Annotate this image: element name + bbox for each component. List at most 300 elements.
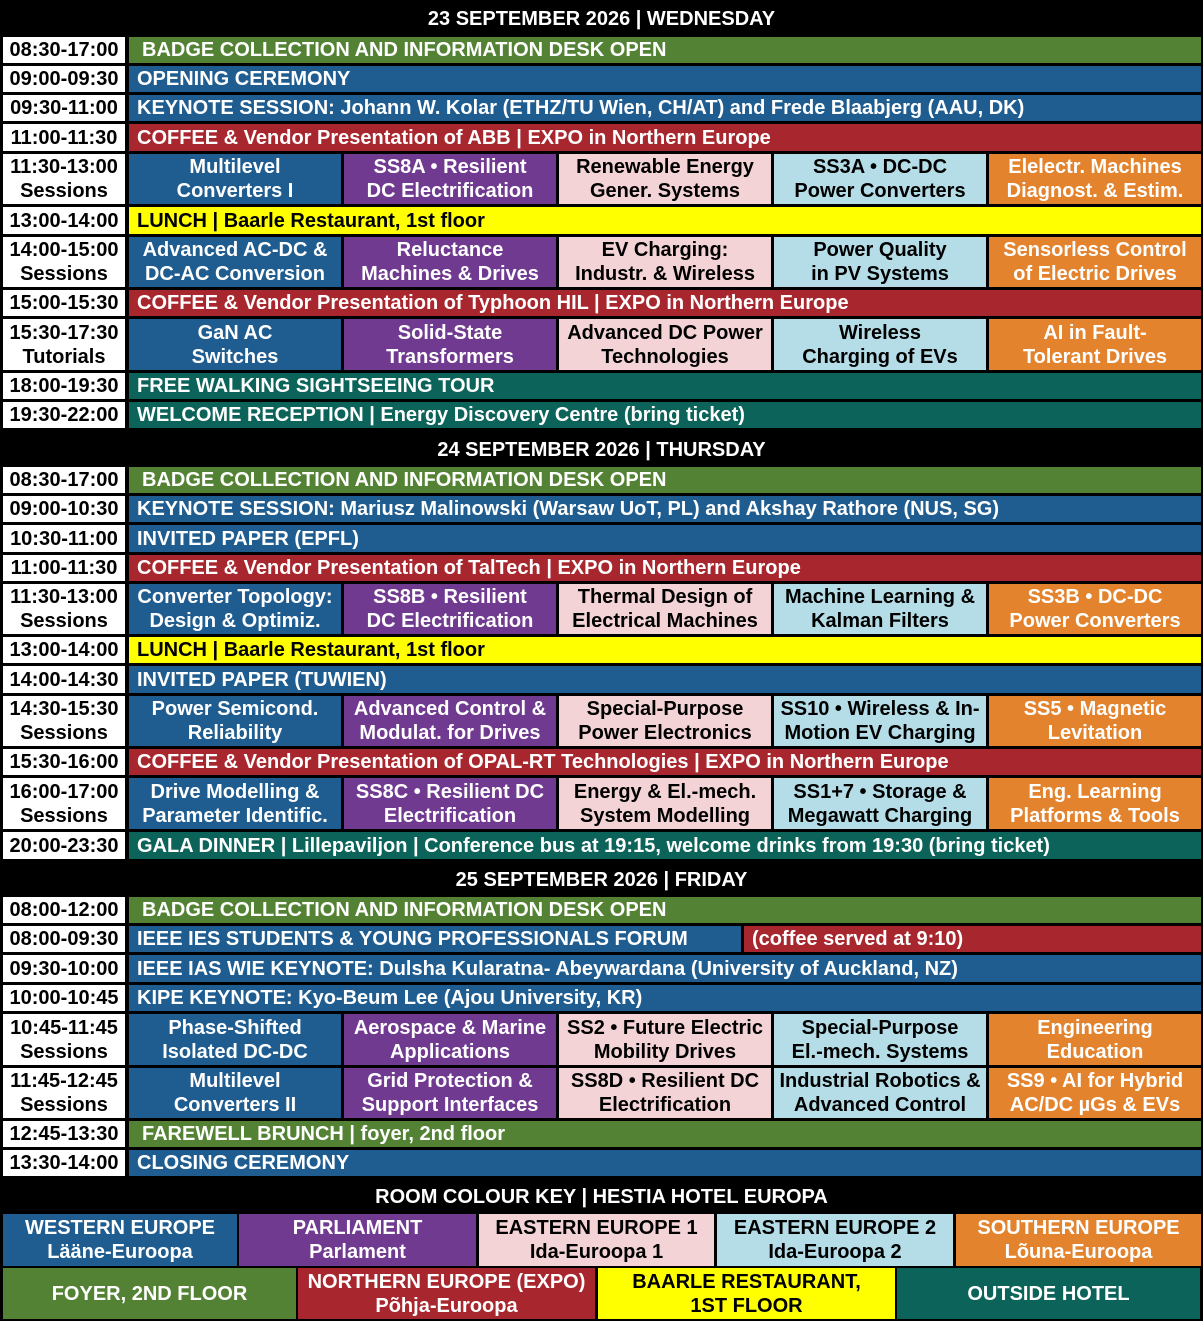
cell-text bbox=[152, 697, 319, 745]
cell-text bbox=[25, 1216, 215, 1264]
cell-text bbox=[567, 1016, 763, 1064]
cell-text bbox=[143, 238, 328, 286]
session-cell bbox=[989, 319, 1201, 370]
time-text: 13:00-14:00 bbox=[9, 639, 119, 661]
event-bar bbox=[129, 124, 1201, 151]
time-slot bbox=[3, 66, 125, 92]
event-text: (coffee served at 9:10) bbox=[752, 928, 964, 950]
time-text: 08:00-12:00 bbox=[9, 899, 119, 921]
time-slot bbox=[3, 467, 125, 493]
legend-item bbox=[479, 1214, 714, 1266]
cell-line-2: Machines & Drives bbox=[361, 263, 539, 285]
cell-text bbox=[162, 1016, 308, 1064]
time-text: 08:30-17:00 bbox=[9, 39, 119, 61]
cell-line-1: Special-Purpose bbox=[586, 698, 744, 720]
cell-line-1: EV Charging: bbox=[601, 239, 729, 261]
day-header-text: 23 SEPTEMBER 2026 | WEDNESDAY bbox=[427, 8, 776, 30]
time-text: 08:00-09:30 bbox=[9, 928, 119, 950]
event-text: BADGE COLLECTION AND INFORMATION DESK OPEN bbox=[142, 899, 667, 921]
cell-line-1: Machine Learning & bbox=[784, 586, 976, 608]
cell-line-2: 1ST FLOOR bbox=[690, 1294, 803, 1317]
cell-line-2: Transformers bbox=[386, 345, 514, 368]
time-text: 13:30-14:00 bbox=[9, 1152, 119, 1174]
legend-item bbox=[717, 1214, 953, 1266]
cell-line-1: Drive Modelling & bbox=[150, 780, 320, 803]
cell-line-2: Megawatt Charging bbox=[787, 804, 973, 827]
session-cell bbox=[129, 1068, 341, 1118]
time-slot bbox=[3, 778, 125, 829]
time-slot bbox=[3, 373, 125, 399]
event-bar bbox=[744, 926, 1201, 952]
cell-line-1: SS8A • Resilient bbox=[373, 156, 527, 178]
cell-line-1: Eng. Learning bbox=[1028, 780, 1162, 803]
time-text: 10:00-10:45 bbox=[9, 987, 119, 1009]
session-cell bbox=[989, 1068, 1201, 1118]
cell-line-2: Mobility Drives bbox=[593, 1040, 737, 1063]
time-slot bbox=[3, 496, 125, 522]
session-cell bbox=[559, 1068, 771, 1118]
session-cell bbox=[559, 696, 771, 746]
time-slot bbox=[3, 1150, 125, 1176]
cell-line-1: Elelectr. Machines bbox=[1008, 156, 1182, 178]
event-bar bbox=[129, 207, 1201, 234]
cell-text bbox=[575, 238, 755, 286]
event-bar bbox=[129, 666, 1201, 693]
event-text: FAREWELL BRUNCH | foyer, 2nd floor bbox=[142, 1123, 506, 1145]
cell-line-1: Wireless bbox=[838, 321, 922, 344]
event-text: KIPE KEYNOTE: Kyo-Beum Lee (Ajou University, KR) bbox=[137, 987, 643, 1009]
cell-line-2: Sessions bbox=[20, 610, 108, 632]
cell-line-1: Advanced Control & bbox=[353, 698, 547, 720]
time-slot bbox=[3, 1014, 125, 1065]
time-text: 08:30-17:00 bbox=[9, 469, 119, 491]
cell-line-1: GaN AC bbox=[197, 321, 273, 344]
event-text: BADGE COLLECTION AND INFORMATION DESK OPEN bbox=[142, 469, 667, 491]
cell-line-2: Power Converters bbox=[794, 180, 966, 202]
cell-text bbox=[574, 780, 756, 828]
cell-line-2: Converters II bbox=[173, 1094, 297, 1116]
session-cell bbox=[129, 778, 341, 829]
cell-text bbox=[293, 1216, 423, 1264]
cell-line-1: 14:30-15:30 bbox=[9, 698, 119, 720]
event-text: FREE WALKING SIGHTSEEING TOUR bbox=[137, 375, 495, 397]
time-slot bbox=[3, 1121, 125, 1147]
cell-line-2: Design & Optimiz. bbox=[149, 610, 321, 632]
cell-line-2: Technologies bbox=[601, 345, 729, 368]
cell-text bbox=[386, 321, 514, 369]
session-cell bbox=[989, 696, 1201, 746]
cell-line-2: Põhja-Euroopa bbox=[375, 1294, 518, 1317]
cell-text bbox=[367, 155, 534, 203]
cell-text bbox=[578, 697, 751, 745]
event-text: IEEE IES STUDENTS & YOUNG PROFESSIONALS FORUM bbox=[137, 928, 688, 950]
cell-line-2: Converters I bbox=[176, 180, 294, 202]
cell-line-2: Levitation bbox=[1047, 722, 1143, 744]
time-slot bbox=[3, 666, 125, 693]
cell-line-1: FOYER, 2ND FLOOR bbox=[51, 1282, 248, 1305]
time-slot bbox=[3, 955, 125, 982]
event-text: INVITED PAPER (TUWIEN) bbox=[137, 668, 387, 691]
session-cell bbox=[774, 696, 986, 746]
session-cell bbox=[344, 237, 556, 287]
cell-line-2: System Modelling bbox=[579, 804, 751, 827]
event-bar bbox=[129, 66, 1201, 92]
cell-line-2: Education bbox=[1046, 1040, 1144, 1063]
session-cell bbox=[774, 1068, 986, 1118]
cell-line-2: Support Interfaces bbox=[361, 1094, 539, 1116]
time-text: 09:00-10:30 bbox=[9, 498, 119, 520]
cell-line-1: 10:45-11:45 bbox=[10, 1016, 118, 1039]
cell-line-2: DC Electrification bbox=[366, 610, 534, 632]
cell-line-2: DC Electrification bbox=[366, 180, 534, 202]
event-text: COFFEE & Vendor Presentation of TalTech | EXPO in Northern Europe bbox=[137, 557, 801, 579]
time-text: 09:30-11:00 bbox=[10, 97, 118, 119]
cell-line-2: Tutorials bbox=[22, 345, 106, 368]
cell-text bbox=[137, 585, 332, 633]
time-text: 13:00-14:00 bbox=[9, 209, 119, 232]
session-cell bbox=[344, 778, 556, 829]
time-text: 10:30-11:00 bbox=[10, 527, 118, 550]
cell-line-2: Isolated DC-DC bbox=[162, 1040, 308, 1063]
cell-line-2: Switches bbox=[191, 345, 279, 368]
cell-line-1: Engineering bbox=[1037, 1016, 1153, 1039]
cell-text bbox=[967, 1282, 1129, 1306]
cell-text bbox=[788, 780, 972, 828]
session-cell bbox=[559, 1014, 771, 1065]
cell-line-1: SOUTHERN EUROPE bbox=[977, 1217, 1180, 1239]
cell-text bbox=[10, 238, 119, 286]
cell-line-1: SS9 • AI for Hybrid bbox=[1006, 1070, 1184, 1092]
time-slot bbox=[3, 237, 125, 287]
cell-line-1: Advanced DC Power bbox=[567, 321, 763, 344]
cell-text bbox=[361, 238, 539, 286]
session-cell bbox=[989, 778, 1201, 829]
time-text: 09:00-09:30 bbox=[9, 68, 119, 90]
time-text: 19:30-22:00 bbox=[9, 404, 119, 426]
event-text: BADGE COLLECTION AND INFORMATION DESK OPEN bbox=[142, 39, 667, 61]
cell-text bbox=[1007, 1069, 1183, 1117]
cell-text bbox=[177, 155, 294, 203]
cell-line-2: Charging of EVs bbox=[802, 345, 958, 368]
cell-text bbox=[174, 1069, 296, 1117]
time-slot bbox=[3, 832, 125, 859]
session-cell bbox=[774, 1014, 986, 1065]
cell-text bbox=[977, 1216, 1179, 1264]
event-text: LUNCH | Baarle Restaurant, 1st floor bbox=[137, 209, 485, 232]
legend-item bbox=[956, 1214, 1201, 1266]
cell-line-1: NORTHERN EUROPE (EXPO) bbox=[307, 1270, 586, 1293]
time-slot bbox=[3, 985, 125, 1011]
cell-line-1: EASTERN EUROPE 2 bbox=[733, 1217, 937, 1239]
session-cell bbox=[344, 1014, 556, 1065]
time-slot bbox=[3, 402, 125, 428]
cell-line-1: SS10 • Wireless & In- bbox=[780, 698, 980, 720]
cell-line-2: Gener. Systems bbox=[589, 180, 741, 202]
cell-line-1: SS5 • Magnetic bbox=[1023, 698, 1167, 720]
session-cell bbox=[344, 1068, 556, 1118]
cell-line-1: BAARLE RESTAURANT, bbox=[632, 1270, 861, 1293]
cell-text bbox=[10, 1016, 118, 1064]
cell-text bbox=[802, 321, 958, 369]
cell-line-2: Sessions bbox=[20, 804, 108, 827]
session-cell bbox=[344, 319, 556, 370]
cell-line-1: 15:30-17:30 bbox=[9, 321, 119, 344]
cell-line-2: Power Electronics bbox=[578, 722, 752, 744]
cell-line-1: SS3B • DC-DC bbox=[1027, 586, 1163, 608]
event-text: COFFEE & Vendor Presentation of ABB | EXPO in Northern Europe bbox=[137, 126, 771, 149]
event-bar bbox=[129, 496, 1201, 522]
cell-line-2: Sessions bbox=[20, 263, 108, 285]
cell-text bbox=[308, 1270, 586, 1318]
time-slot bbox=[3, 319, 125, 370]
session-cell bbox=[774, 154, 986, 204]
session-cell bbox=[559, 154, 771, 204]
time-slot bbox=[3, 207, 125, 234]
cell-text bbox=[576, 155, 754, 203]
event-bar bbox=[129, 290, 1201, 316]
day-header bbox=[0, 3, 1203, 35]
cell-line-1: PARLIAMENT bbox=[292, 1217, 423, 1239]
cell-line-1: EASTERN EUROPE 1 bbox=[495, 1217, 698, 1239]
time-text: 15:30-16:00 bbox=[9, 751, 119, 773]
legend-header bbox=[0, 1182, 1203, 1211]
legend-item bbox=[3, 1268, 296, 1319]
cell-line-2: AC/DC µGs & EVs bbox=[1009, 1094, 1181, 1116]
cell-line-2: Lõuna-Euroopa bbox=[1004, 1241, 1153, 1263]
event-bar bbox=[129, 525, 1201, 552]
cell-line-2: Sessions bbox=[20, 180, 108, 202]
cell-line-1: Thermal Design of bbox=[577, 586, 753, 608]
cell-line-1: Aerospace & Marine bbox=[353, 1016, 547, 1039]
time-slot bbox=[3, 555, 125, 581]
event-bar bbox=[129, 749, 1201, 775]
cell-line-1: SS1+7 • Storage & bbox=[793, 780, 967, 803]
cell-line-2: Parameter Identific. bbox=[142, 804, 328, 827]
session-cell bbox=[344, 154, 556, 204]
event-text: OPENING CEREMONY bbox=[137, 68, 351, 90]
cell-text bbox=[567, 321, 763, 369]
time-slot bbox=[3, 749, 125, 775]
time-text: 11:00-11:30 bbox=[10, 557, 118, 579]
event-text: IEEE IAS WIE KEYNOTE: Dulsha Kularatna- Abeywardana (University of Auckland, NZ) bbox=[137, 957, 958, 980]
cell-line-2: Lääne-Euroopa bbox=[47, 1241, 193, 1263]
time-text: 18:00-19:30 bbox=[9, 375, 119, 397]
cell-line-2: DC-AC Conversion bbox=[144, 263, 325, 285]
cell-line-2: Advanced Control bbox=[793, 1094, 967, 1116]
cell-text bbox=[785, 585, 975, 633]
session-cell bbox=[129, 696, 341, 746]
cell-text bbox=[10, 585, 118, 633]
cell-line-2: Electrification bbox=[383, 804, 517, 827]
cell-line-1: SS2 • Future Electric bbox=[567, 1016, 763, 1039]
cell-line-2: Sessions bbox=[20, 1040, 108, 1063]
event-bar bbox=[129, 955, 1201, 982]
cell-text bbox=[1024, 697, 1167, 745]
session-cell bbox=[344, 584, 556, 634]
event-text: INVITED PAPER (EPFL) bbox=[137, 527, 359, 550]
event-bar bbox=[129, 926, 741, 952]
cell-line-2: El.-mech. Systems bbox=[791, 1040, 969, 1063]
time-slot bbox=[3, 926, 125, 952]
time-slot bbox=[3, 37, 125, 63]
event-text: KEYNOTE SESSION: Mariusz Malinowski (Warsaw UoT, PL) and Akshay Rathore (NUS, SG) bbox=[137, 498, 1000, 520]
cell-line-2: Power Converters bbox=[1009, 610, 1181, 632]
cell-line-1: Sensorless Control bbox=[1003, 239, 1187, 261]
time-slot bbox=[3, 525, 125, 552]
session-cell bbox=[559, 319, 771, 370]
cell-text bbox=[192, 321, 279, 369]
cell-line-1: Multilevel bbox=[189, 1070, 281, 1092]
session-cell bbox=[559, 778, 771, 829]
cell-line-1: Reluctance bbox=[396, 239, 504, 261]
cell-line-2: Ida-Euroopa 1 bbox=[529, 1241, 664, 1263]
cell-line-1: 11:30-13:00 bbox=[10, 156, 118, 178]
event-text: COFFEE & Vendor Presentation of OPAL-RT Technologies | EXPO in Northern Europe bbox=[137, 751, 949, 773]
event-text: LUNCH | Baarle Restaurant, 1st floor bbox=[137, 639, 485, 661]
cell-text bbox=[632, 1270, 861, 1318]
day-header bbox=[0, 864, 1203, 895]
cell-line-1: WESTERN EUROPE bbox=[24, 1217, 216, 1239]
cell-text bbox=[571, 1069, 759, 1117]
event-bar bbox=[129, 555, 1201, 581]
cell-text bbox=[780, 697, 979, 745]
cell-text bbox=[1010, 780, 1180, 828]
cell-text bbox=[354, 697, 546, 745]
cell-line-2: Ida-Euroopa 2 bbox=[768, 1241, 902, 1263]
legend-header-text: ROOM COLOUR KEY | HESTIA HOTEL EUROPA bbox=[375, 1185, 828, 1208]
cell-text bbox=[734, 1216, 936, 1264]
session-cell bbox=[129, 319, 341, 370]
legend-item bbox=[897, 1268, 1200, 1319]
cell-line-1: Renewable Energy bbox=[576, 156, 754, 178]
cell-text bbox=[495, 1216, 697, 1264]
cell-text bbox=[52, 1282, 248, 1306]
time-slot bbox=[3, 124, 125, 151]
time-text: 09:30-10:00 bbox=[9, 957, 119, 980]
cell-line-2: Sessions bbox=[20, 722, 108, 744]
event-text: CLOSING CEREMONY bbox=[137, 1152, 350, 1174]
time-slot bbox=[3, 897, 125, 923]
cell-text bbox=[792, 1016, 969, 1064]
cell-line-1: AI in Fault- bbox=[1043, 321, 1147, 344]
cell-line-2: Industr. & Wireless bbox=[575, 263, 755, 285]
cell-text bbox=[362, 1069, 539, 1117]
cell-text bbox=[1009, 585, 1180, 633]
cell-text bbox=[10, 780, 119, 828]
session-cell bbox=[129, 1014, 341, 1065]
event-bar bbox=[129, 897, 1201, 923]
cell-line-1: SS3A • DC-DC bbox=[812, 156, 948, 178]
cell-line-1: Phase-Shifted bbox=[168, 1016, 302, 1039]
cell-text bbox=[10, 697, 119, 745]
cell-text bbox=[354, 1016, 546, 1064]
cell-line-2: of Electric Drives bbox=[1013, 263, 1177, 285]
cell-line-1: 11:45-12:45 bbox=[10, 1070, 118, 1092]
cell-line-1: Multilevel bbox=[189, 156, 281, 178]
event-text: COFFEE & Vendor Presentation of Typhoon HIL | EXPO in Northern Europe bbox=[137, 292, 849, 314]
cell-line-1: Grid Protection & bbox=[367, 1070, 533, 1092]
time-slot bbox=[3, 637, 125, 663]
cell-text bbox=[811, 238, 949, 286]
cell-line-1: SS8C • Resilient DC bbox=[355, 780, 545, 803]
cell-text bbox=[10, 155, 118, 203]
session-cell bbox=[129, 584, 341, 634]
cell-line-1: SS8B • Resilient bbox=[373, 586, 527, 608]
legend-item bbox=[298, 1268, 595, 1319]
session-cell bbox=[774, 237, 986, 287]
event-bar bbox=[129, 832, 1201, 859]
cell-line-1: Energy & El.-mech. bbox=[573, 780, 757, 803]
cell-text bbox=[367, 585, 534, 633]
event-bar bbox=[129, 1150, 1201, 1176]
cell-line-2: Electrification bbox=[598, 1094, 732, 1116]
cell-text bbox=[10, 1069, 118, 1117]
cell-line-2: in PV Systems bbox=[811, 263, 949, 285]
session-cell bbox=[774, 584, 986, 634]
event-text: WELCOME RECEPTION | Energy Discovery Centre (bring ticket) bbox=[137, 404, 745, 426]
legend-item bbox=[3, 1214, 237, 1266]
time-text: 12:45-13:30 bbox=[9, 1123, 119, 1145]
cell-text bbox=[1007, 155, 1184, 203]
time-slot bbox=[3, 696, 125, 746]
session-cell bbox=[989, 154, 1201, 204]
cell-line-2: Diagnost. & Estim. bbox=[1006, 180, 1184, 202]
cell-line-2: Tolerant Drives bbox=[1022, 345, 1168, 368]
cell-text bbox=[10, 321, 119, 369]
event-bar bbox=[129, 1121, 1201, 1147]
legend-item bbox=[239, 1214, 476, 1266]
cell-line-2: Electrical Machines bbox=[572, 610, 758, 632]
time-text: 20:00-23:30 bbox=[9, 834, 119, 857]
cell-line-1: 14:00-15:00 bbox=[9, 239, 119, 261]
day-header-text: 25 SEPTEMBER 2026 | FRIDAY bbox=[455, 868, 748, 891]
cell-line-1: Industrial Robotics & bbox=[779, 1070, 981, 1092]
session-cell bbox=[774, 778, 986, 829]
cell-line-2: Kalman Filters bbox=[811, 610, 949, 632]
cell-line-2: Reliability bbox=[187, 722, 283, 744]
legend-item bbox=[598, 1268, 895, 1319]
cell-line-1: Solid-State bbox=[397, 321, 503, 344]
event-bar bbox=[129, 95, 1201, 121]
session-cell bbox=[989, 1014, 1201, 1065]
cell-text bbox=[1003, 238, 1186, 286]
time-slot bbox=[3, 154, 125, 204]
event-bar bbox=[129, 985, 1201, 1011]
cell-line-1: Advanced AC-DC & bbox=[142, 239, 328, 261]
cell-line-1: Special-Purpose bbox=[801, 1016, 959, 1039]
cell-text bbox=[794, 155, 965, 203]
cell-line-1: Converter Topology: bbox=[137, 586, 333, 608]
session-cell bbox=[989, 584, 1201, 634]
cell-line-1: SS8D • Resilient DC bbox=[570, 1070, 760, 1092]
session-cell bbox=[774, 319, 986, 370]
time-slot bbox=[3, 290, 125, 316]
cell-line-2: Sessions bbox=[20, 1094, 108, 1116]
day-header bbox=[0, 434, 1203, 465]
cell-text bbox=[1023, 321, 1167, 369]
time-slot bbox=[3, 1068, 125, 1118]
cell-line-2: Platforms & Tools bbox=[1010, 804, 1180, 827]
time-text: 14:00-14:30 bbox=[9, 668, 119, 691]
cell-text bbox=[779, 1069, 980, 1117]
session-cell bbox=[559, 584, 771, 634]
cell-text bbox=[356, 780, 544, 828]
session-cell bbox=[989, 237, 1201, 287]
cell-line-2: Motion EV Charging bbox=[784, 722, 976, 744]
event-text: GALA DINNER | Lillepaviljon | Conference bus at 19:15, welcome drinks from 19:30 (bring ticket) bbox=[137, 834, 1050, 857]
time-text: 15:00-15:30 bbox=[9, 292, 119, 314]
event-text: KEYNOTE SESSION: Johann W. Kolar (ETHZ/TU Wien, CH/AT) and Frede Blaabjerg (AAU, DK) bbox=[137, 97, 1025, 119]
